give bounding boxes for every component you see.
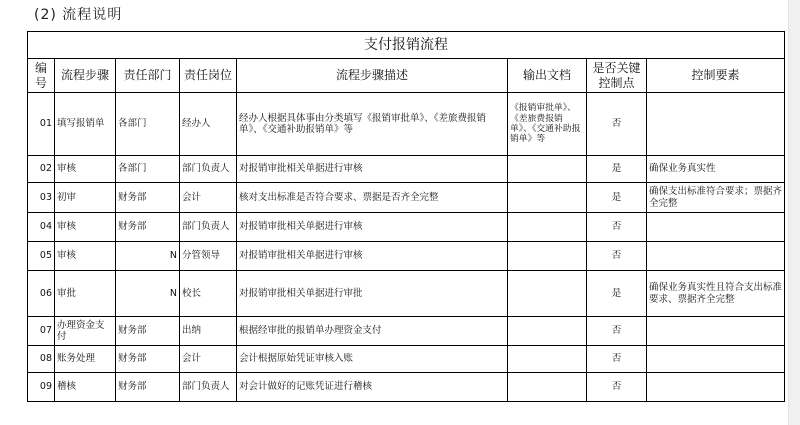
row-key: 是 <box>587 156 647 183</box>
row-dept: 财务部 <box>116 373 180 402</box>
row-dept: 财务部 <box>116 213 180 242</box>
row-dept: 各部门 <box>116 156 180 183</box>
header-post: 责任岗位 <box>180 59 237 93</box>
table-row <box>28 271 785 317</box>
row-step: 初审 <box>55 183 116 213</box>
section-heading: (2) 流程说明 <box>34 7 123 23</box>
row-post: 会计 <box>180 346 237 373</box>
table-row <box>28 317 785 346</box>
row-no: 04 <box>28 213 55 242</box>
row-key: 是 <box>587 271 647 317</box>
row-ctrl <box>647 93 785 156</box>
header-no: 编号 <box>28 59 55 93</box>
table-title-row <box>28 32 785 59</box>
row-post: 出纳 <box>180 317 237 346</box>
header-desc: 流程步骤描述 <box>237 59 508 93</box>
row-dept: 财务部 <box>116 346 180 373</box>
row-dept: N <box>116 242 180 271</box>
table-row <box>28 242 785 271</box>
row-key: 否 <box>587 242 647 271</box>
row-step: 账务处理 <box>55 346 116 373</box>
row-key: 否 <box>587 373 647 402</box>
header-key: 是否关键控制点 <box>587 59 647 93</box>
row-no: 01 <box>28 93 55 156</box>
row-ctrl <box>647 317 785 346</box>
process-table <box>27 31 785 402</box>
row-key: 否 <box>587 346 647 373</box>
table-row <box>28 373 785 402</box>
row-ctrl <box>647 373 785 402</box>
row-doc <box>508 317 587 346</box>
row-step: 审核 <box>55 156 116 183</box>
row-doc <box>508 271 587 317</box>
row-key: 是 <box>587 183 647 213</box>
row-step: 审核 <box>55 213 116 242</box>
table-row <box>28 156 785 183</box>
table-row <box>28 93 785 156</box>
row-no: 06 <box>28 271 55 317</box>
row-desc: 对会计做好的记账凭证进行稽核 <box>237 373 508 402</box>
row-post: 校长 <box>180 271 237 317</box>
row-no: 05 <box>28 242 55 271</box>
row-ctrl <box>647 213 785 242</box>
row-doc: 《报销审批单》、《差旅费报销单》、《交通补助报销单》等 <box>508 93 587 156</box>
row-doc <box>508 373 587 402</box>
row-post: 部门负责人 <box>180 156 237 183</box>
row-doc <box>508 242 587 271</box>
row-post: 分管领导 <box>180 242 237 271</box>
row-ctrl: 确保支出标准符合要求；票据齐全完整 <box>647 183 785 213</box>
row-step: 填写报销单 <box>55 93 116 156</box>
row-post: 部门负责人 <box>180 373 237 402</box>
row-desc: 根据经审批的报销单办理资金支付 <box>237 317 508 346</box>
table-row <box>28 346 785 373</box>
table-title: 支付报销流程 <box>28 32 785 59</box>
row-no: 03 <box>28 183 55 213</box>
scrollbar-track[interactable] <box>788 0 800 425</box>
row-post: 经办人 <box>180 93 237 156</box>
row-no: 08 <box>28 346 55 373</box>
row-dept: 财务部 <box>116 183 180 213</box>
row-doc <box>508 183 587 213</box>
row-dept: 财务部 <box>116 317 180 346</box>
row-no: 09 <box>28 373 55 402</box>
row-ctrl <box>647 346 785 373</box>
row-doc <box>508 346 587 373</box>
row-dept: N <box>116 271 180 317</box>
row-key: 否 <box>587 93 647 156</box>
row-step: 审批 <box>55 271 116 317</box>
row-doc <box>508 213 587 242</box>
table-row <box>28 213 785 242</box>
row-doc <box>508 156 587 183</box>
row-ctrl: 确保业务真实性且符合支出标准要求、票据齐全完整 <box>647 271 785 317</box>
header-dept: 责任部门 <box>116 59 180 93</box>
row-ctrl <box>647 242 785 271</box>
row-step: 审核 <box>55 242 116 271</box>
header-ctrl: 控制要素 <box>647 59 785 93</box>
row-ctrl: 确保业务真实性 <box>647 156 785 183</box>
row-no: 07 <box>28 317 55 346</box>
header-doc: 输出文档 <box>508 59 587 93</box>
row-dept: 各部门 <box>116 93 180 156</box>
row-post: 会计 <box>180 183 237 213</box>
row-step: 稽核 <box>55 373 116 402</box>
table-row <box>28 183 785 213</box>
row-desc: 对报销审批相关单据进行审核 <box>237 242 508 271</box>
row-step: 办理资金支付 <box>55 317 116 346</box>
row-desc: 对报销审批相关单据进行审核 <box>237 156 508 183</box>
row-key: 否 <box>587 213 647 242</box>
row-desc: 核对支出标准是否符合要求、票据是否齐全完整 <box>237 183 508 213</box>
row-post: 部门负责人 <box>180 213 237 242</box>
row-desc: 经办人根据具体事由分类填写《报销审批单》、《差旅费报销单》、《交通补助报销单》等 <box>237 93 508 156</box>
row-key: 否 <box>587 317 647 346</box>
row-desc: 对报销审批相关单据进行审批 <box>237 271 508 317</box>
row-desc: 会计根据原始凭证审核入账 <box>237 346 508 373</box>
table-header-row <box>28 59 785 93</box>
header-step: 流程步骤 <box>55 59 116 93</box>
row-desc: 对报销审批相关单据进行审核 <box>237 213 508 242</box>
row-no: 02 <box>28 156 55 183</box>
